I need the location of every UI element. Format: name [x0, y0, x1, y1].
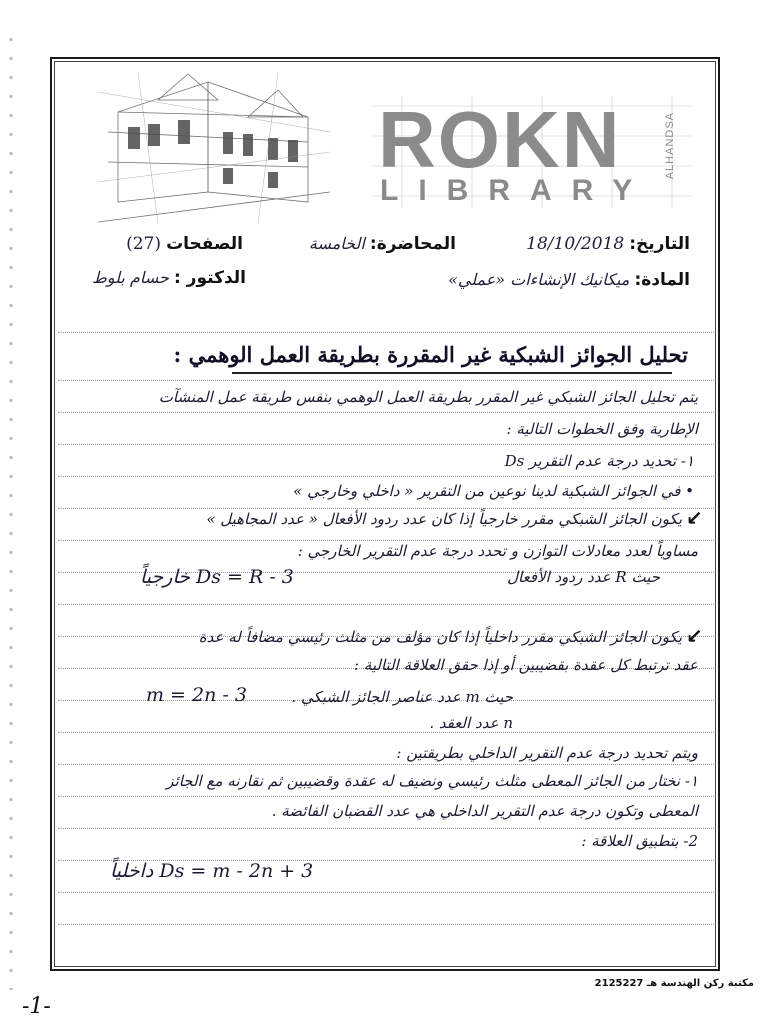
lecture-field	[309, 234, 456, 254]
subject-label: المادة:	[634, 270, 690, 290]
arrow-marker: ↙	[686, 506, 703, 530]
pages-value: (27)	[126, 234, 161, 254]
body-line: حيث R عدد ردود الأفعال	[507, 568, 660, 586]
title-underline	[232, 372, 672, 374]
body-line: مساوياً لعدد معادلات التوازن و تحدد درجة عدم التقرير الخارجي :	[297, 542, 698, 560]
formula-external: خارجياً Ds = R - 3	[140, 566, 294, 588]
building-sketch-logo	[98, 72, 330, 224]
arrow-marker: ↙	[686, 624, 703, 648]
body-line: عقد ترتبط كل عقدة بقضيبين أو إذا حقق العلاقة التالية :	[354, 656, 698, 674]
subject-field	[448, 270, 690, 290]
doctor-field	[92, 268, 246, 288]
doctor-label: الدكتور :	[173, 268, 246, 288]
doctor-value: حسام بلوط	[92, 268, 169, 287]
body-line: يكون الجائز الشبكي مقرر خارجياً إذا كان عدد ردود الأفعال « عدد المجاهيل »	[206, 510, 682, 528]
pages-label: الصفحات	[166, 234, 243, 254]
logo-subtitle: LIBRARY	[380, 174, 653, 207]
formula-members: m = 2n - 3	[146, 684, 247, 706]
subject-value: ميكانيك الإنشاءات «عملي»	[448, 270, 630, 289]
body-line: ١- تحديد درجة عدم التقرير Ds	[504, 452, 694, 470]
body-line: يكون الجائز الشبكي مقرر داخلياً إذا كان مؤلف من مثلث رئيسي مضافاً له عدة	[198, 628, 682, 646]
lecture-label: المحاضرة:	[369, 234, 456, 254]
library-stamp: مكتبة ركن الهندسة هـ 2125227	[594, 978, 754, 989]
body-line: الإطارية وفق الخطوات التالية :	[506, 420, 698, 438]
body-line: المعطى وتكون درجة عدم التقرير الداخلي هي عدد القضبان الفائضة .	[271, 802, 698, 820]
date-value: 18/10/2018	[526, 234, 625, 254]
logo-vertical-text: ALHANDSA	[664, 112, 676, 180]
body-line: ١- نختار من الجائز المعطى مثلث رئيسي ونضيف له عقدة وقضيبين ثم نقارنه مع الجائز	[166, 772, 698, 790]
body-line: ويتم تحديد درجة عدم التقرير الداخلي بطريقتين :	[396, 744, 698, 762]
body-line: 2- بتطبيق العلاقة :	[581, 832, 698, 850]
page-number: -1-	[22, 994, 51, 1019]
section-title: تحليل الجوائز الشبكية غير المقررة بطريقة العمل الوهمي :	[173, 342, 688, 367]
logo-word: ROKN	[378, 95, 622, 184]
lecture-value: الخامسة	[308, 234, 365, 253]
body-line: • في الجوائز الشبكية لدينا نوعين من التقرير « داخلي وخارجي »	[293, 482, 694, 500]
notebook-spiral-holes	[6, 30, 16, 990]
date-field	[526, 234, 690, 254]
pages-field	[126, 234, 243, 254]
formula-internal: داخلياً Ds = m - 2n + 3	[110, 860, 314, 882]
body-line: حيث m عدد عناصر الجائز الشبكي .	[291, 688, 513, 706]
body-line: يتم تحليل الجائز الشبكي غير المقرر بطريقة العمل الوهمي بنفس طريقة عمل المنشآت	[158, 388, 698, 406]
date-label: التاريخ:	[629, 234, 690, 254]
body-line: n عدد العقد .	[429, 714, 513, 732]
